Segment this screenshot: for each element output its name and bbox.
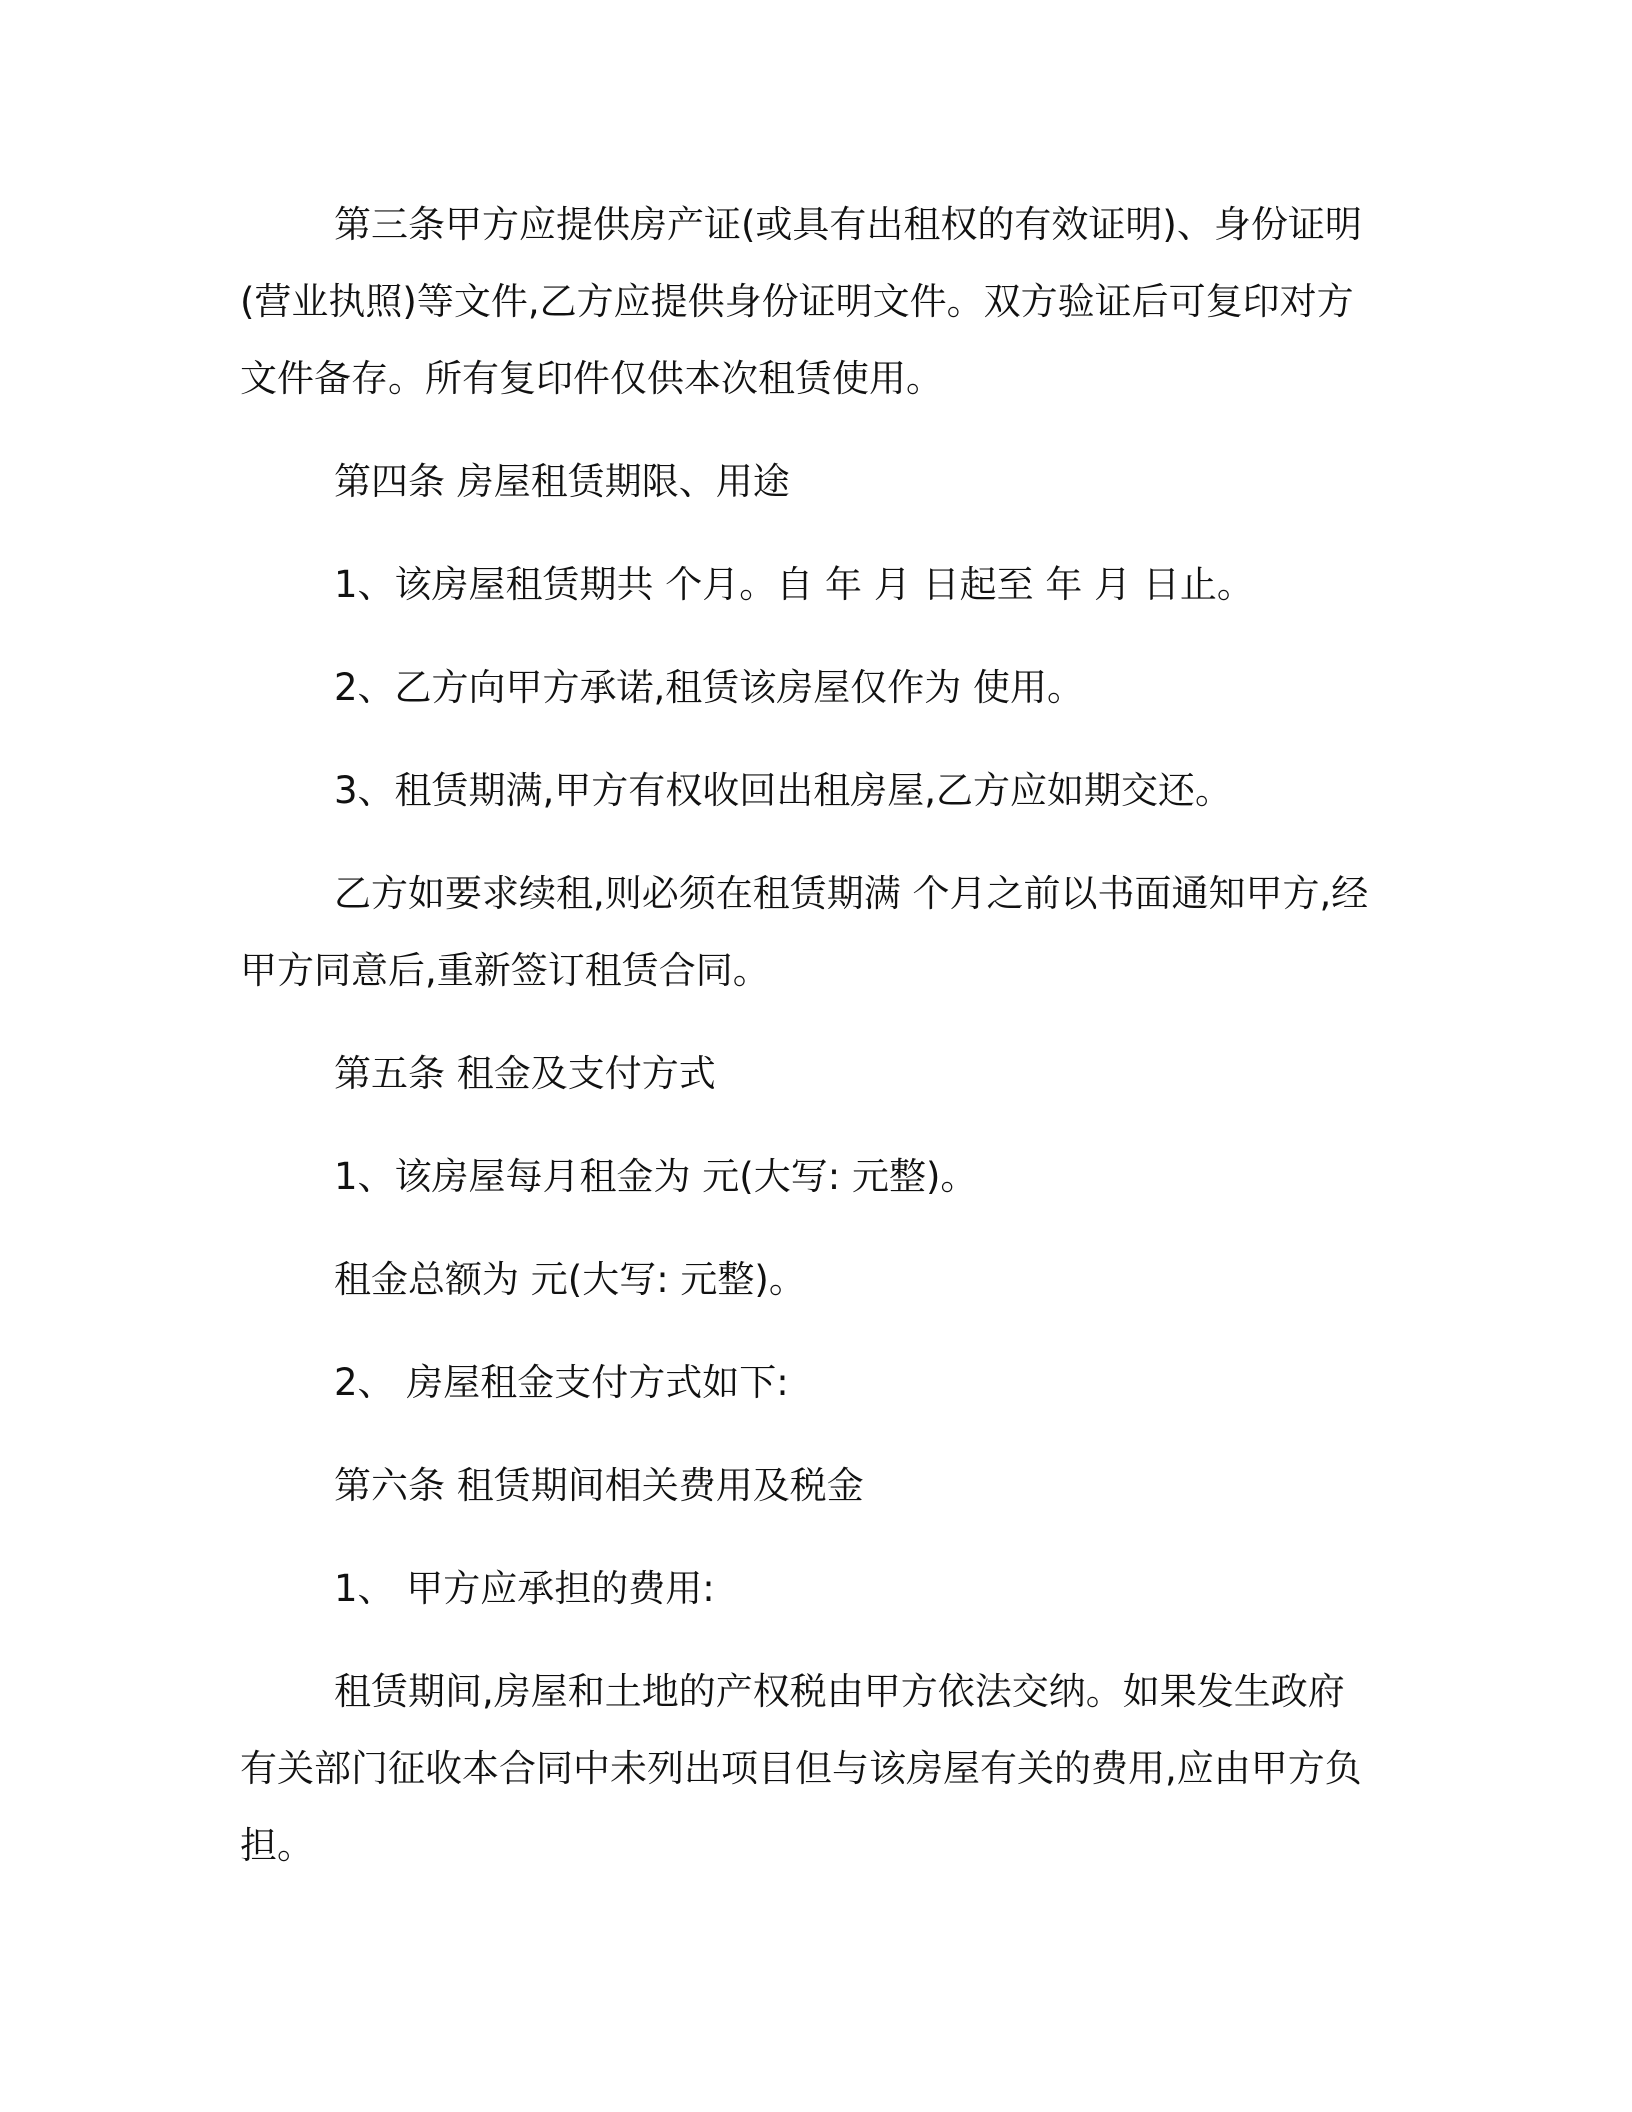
clause-4-renewal: 乙方如要求续租,则必须在租赁期满 个月之前以书面通知甲方,经甲方同意后,重新签订租赁合同。: [240, 872, 1369, 992]
document-body: [240, 186, 1380, 1910]
clause-4-item-1: 1、该房屋租赁期共 个月。自 年 月 日起至 年 月 日止。: [334, 563, 1254, 606]
clause-5-item-1: 1、该房屋每月租金为 元(大写: 元整)。: [334, 1155, 978, 1198]
clause-4-item-3: 3、租赁期满,甲方有权收回出租房屋,乙方应如期交还。: [334, 769, 1233, 812]
clause-5-total-rent: 租金总额为 元(大写: 元整)。: [334, 1258, 806, 1301]
clause-6-item-1: 1、 甲方应承担的费用:: [334, 1567, 715, 1610]
clause-6-tax-paragraph: 租赁期间,房屋和土地的产权税由甲方依法交纳。如果发生政府有关部门征收本合同中未列出项目但与该房屋有关的费用,应由甲方负担。: [240, 1670, 1362, 1867]
clause-4-heading: 第四条 房屋租赁期限、用途: [334, 460, 790, 503]
clause-5-heading: 第五条 租金及支付方式: [334, 1052, 716, 1095]
clause-6-heading: 第六条 租赁期间相关费用及税金: [334, 1464, 864, 1507]
clause-3-documents: 第三条甲方应提供房产证(或具有出租权的有效证明)、身份证明(营业执照)等文件,乙方应提供身份证明文件。双方验证后可复印对方文件备存。所有复印件仅供本次租赁使用。: [240, 203, 1362, 400]
clause-4-item-2: 2、乙方向甲方承诺,租赁该房屋仅作为 使用。: [334, 666, 1085, 709]
clause-5-item-2: 2、 房屋租金支付方式如下:: [334, 1361, 789, 1404]
